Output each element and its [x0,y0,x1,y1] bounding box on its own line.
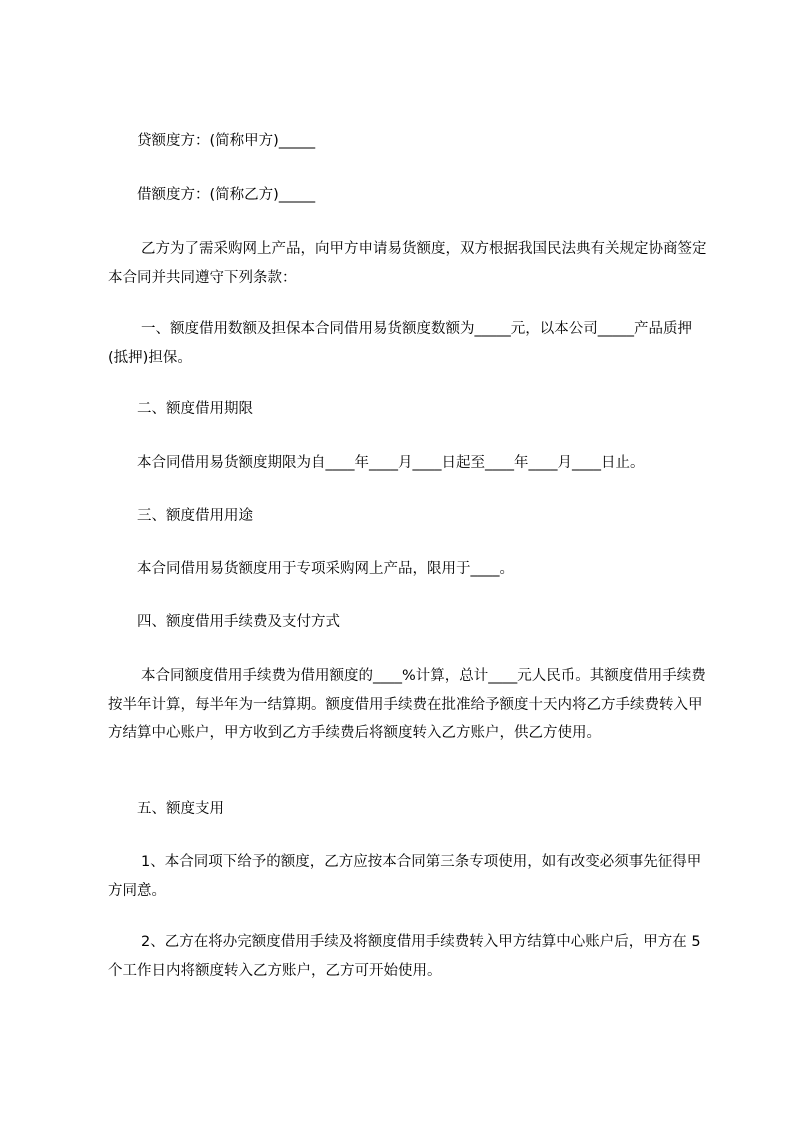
borrower-line: 借额度方：(简称乙方)_____ [137,187,316,203]
section-5-item-1: 1、本合同项下给予的额度，乙方应按本合同第三条专项使用，如有改变必须事先征得甲方同意。 [108,854,702,899]
section-2-body: 本合同借用易货额度期限为自____年____月____日起至____年____月____日止。 [137,455,645,471]
section-3-body: 本合同借用易货额度用于专项采购网上产品，限用于____。 [137,561,514,577]
section-5-item-2: 2、乙方在将办完额度借用手续及将额度借用手续费转入甲方结算中心账户后，甲方在 5 个工作日内将额度转入乙方账户，乙方可开始使用。 [108,934,701,979]
section-5-title: 五、额度支用 [137,801,224,817]
section-3-title: 三、额度借用用途 [137,508,253,524]
lender-line: 贷额度方：(简称甲方)_____ [137,133,316,149]
section-1-paragraph: 一、额度借用数额及担保本合同借用易货额度数额为_____元，以本公司_____产品质押(抵押)担保。 [108,321,692,366]
section-2-title: 二、额度借用期限 [137,401,253,417]
section-4-title: 四、额度借用手续费及支付方式 [137,614,340,630]
section-4-body: 本合同额度借用手续费为借用额度的____%计算，总计____元人民币。其额度借用手续费按半年计算，每半年为一结算期。额度借用手续费在批准给予额度十天内将乙方手续费转入甲方结算中心账户，甲方收到乙方手续费后将额度转入乙方账户，供乙方使用。 [108,668,706,741]
preamble-paragraph: 乙方为了需采购网上产品，向甲方申请易货额度，双方根据我国民法典有关规定协商签定本合同并共同遵守下列条款： [108,241,707,286]
